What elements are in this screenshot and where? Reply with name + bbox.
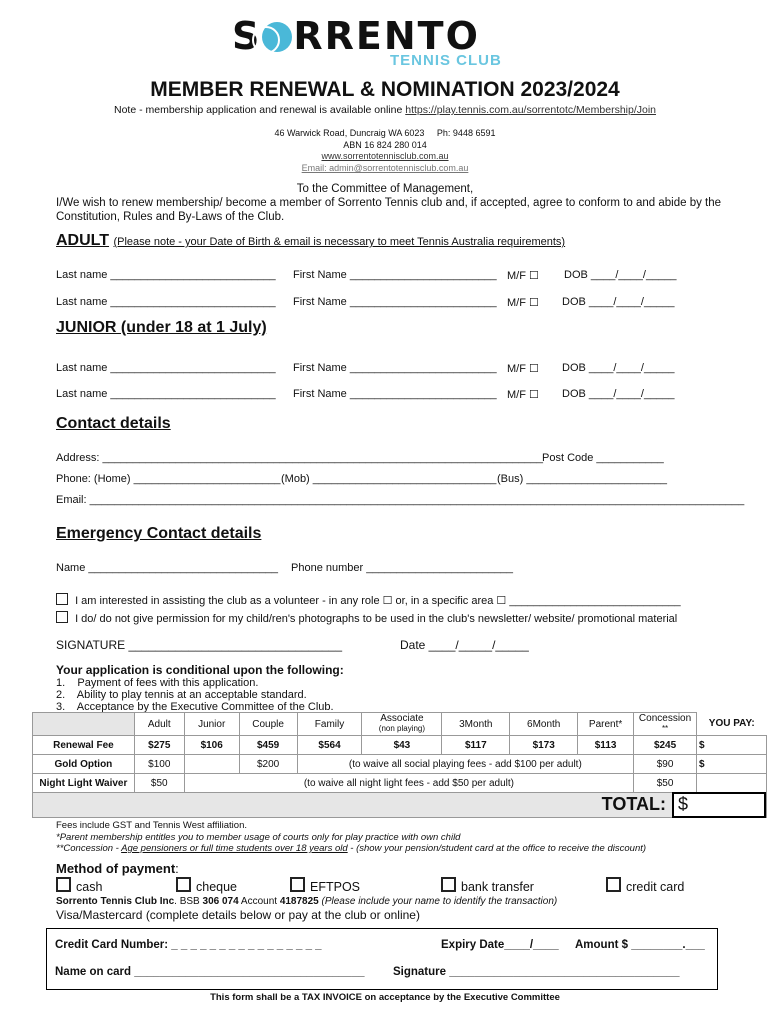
card-signature-field[interactable]: Signature ____________________________________ xyxy=(393,966,680,978)
junior-2-dob[interactable]: DOB ____/____/_____ xyxy=(562,388,675,400)
fee-cell: $50 xyxy=(134,774,184,793)
night-pay-input[interactable] xyxy=(697,774,767,793)
fee-cell: $100 xyxy=(134,755,184,774)
fee-cell: $43 xyxy=(362,736,442,755)
email-link[interactable]: Email: admin@sorrentotennisclub.com.au xyxy=(301,163,469,173)
phone-bus-field[interactable]: (Bus) _______________________ xyxy=(497,473,668,485)
night-light-row xyxy=(33,774,767,793)
tax-invoice-footer: This form shall be a TAX INVOICE on acceptance by the Executive Committee xyxy=(210,992,560,1003)
total-label: TOTAL: xyxy=(601,794,666,814)
adult-2-last-name[interactable]: Last name ___________________________ xyxy=(56,296,276,308)
condition-item: 3. Acceptance by the Executive Committee of the Club. xyxy=(56,701,334,713)
postcode-field[interactable]: Post Code ___________ xyxy=(542,452,664,464)
emergency-name-field[interactable]: Name _______________________________ xyxy=(56,562,279,574)
email-field[interactable]: Email: ___________________________________________________________________________________________________________ xyxy=(56,494,745,506)
fees-col-header: Couple xyxy=(239,713,297,736)
pay-option-eftpos[interactable]: EFTPOS xyxy=(290,877,360,894)
conditions-list xyxy=(56,677,334,713)
row-label: Night Light Waiver xyxy=(33,774,135,793)
credit-card-box xyxy=(46,928,718,990)
adult-1-first-name[interactable]: First Name ________________________ xyxy=(293,269,497,281)
condition-item: 1. Payment of fees with this application. xyxy=(56,677,259,689)
fees-col-header: Family xyxy=(297,713,362,736)
fees-corner xyxy=(33,713,135,736)
fees-col-header: 3Month xyxy=(442,713,510,736)
phone-mob-field[interactable]: (Mob) ______________________________ xyxy=(281,473,497,485)
night-note: (to waive all night light fees - add $50 per adult) xyxy=(184,774,633,793)
bank-transfer-checkbox[interactable] xyxy=(441,877,456,892)
payment-heading: Method of payment: xyxy=(56,861,179,876)
pay-option-cheque[interactable]: cheque xyxy=(176,877,237,894)
row-label: Renewal Fee xyxy=(33,736,135,755)
to-committee: To the Committee of Management, xyxy=(296,183,474,195)
adult-section-heading: ADULT (Please note - your Date of Birth & email is necessary to meet Tennis Australia requirements) xyxy=(56,232,566,249)
signature-field[interactable]: SIGNATURE ________________________________ xyxy=(56,638,343,652)
fees-col-header: Junior xyxy=(184,713,239,736)
fees-header-row xyxy=(33,713,767,736)
amount-field[interactable]: Amount $ ________.___ xyxy=(575,939,705,951)
fee-cell xyxy=(184,755,239,774)
website-link[interactable]: www.sorrentotennisclub.com.au xyxy=(321,151,449,161)
intro-text: I/We wish to renew membership/ become a member of Sorrento Tennis club and, if accepted, agree to conform to and abide by the Constitution, Rules and By-Laws of the Club. xyxy=(56,197,722,223)
renewal-fee-row xyxy=(33,736,767,755)
footnotes: Fees include GST and Tennis West affiliation. *Parent membership entitles you to member usage of courts only for play practice with own child **Concession - Age pensioners or full time students over 18 years old - (show your pension/student card at the office to receive the discount) xyxy=(56,820,647,854)
fee-cell: $275 xyxy=(134,736,184,755)
credit-card-checkbox[interactable] xyxy=(606,877,621,892)
you-pay-header: YOU PAY: xyxy=(708,718,755,730)
gold-option-row xyxy=(33,755,767,774)
fees-col-header: Concession ** xyxy=(634,713,697,736)
fee-cell: $564 xyxy=(297,736,362,755)
tennis-ball-icon xyxy=(262,22,292,52)
junior-1-mf-checkbox[interactable]: M/F ☐ xyxy=(507,363,539,375)
cash-checkbox[interactable] xyxy=(56,877,71,892)
name-on-card-field[interactable]: Name on card ____________________________________ xyxy=(55,966,365,978)
condition-item: 2. Ability to play tennis at an acceptable standard. xyxy=(56,689,307,701)
adult-1-dob[interactable]: DOB ____/____/_____ xyxy=(564,269,677,281)
volunteer-option[interactable]: I am interested in assisting the club as a volunteer - in any role ☐ or, in a specific area ☐ ____________________________ xyxy=(56,593,681,607)
fees-col-header: Adult xyxy=(134,713,184,736)
junior-section-heading: JUNIOR (under 18 at 1 July) xyxy=(56,319,267,336)
adult-2-mf-checkbox[interactable]: M/F ☐ xyxy=(507,297,539,309)
adult-2-dob[interactable]: DOB ____/____/_____ xyxy=(562,296,675,308)
online-note: Note - membership application and renewal is available online https://play.tennis.com.au/sorrentotc/Membership/Join xyxy=(113,104,657,116)
fees-col-header: Associate (non playing) xyxy=(362,713,442,736)
fees-table xyxy=(32,712,767,793)
junior-1-dob[interactable]: DOB ____/____/_____ xyxy=(562,362,675,374)
total-amount-input[interactable]: $ xyxy=(672,792,766,818)
junior-2-first-name[interactable]: First Name ________________________ xyxy=(293,388,497,400)
fee-cell: $173 xyxy=(510,736,578,755)
logo-subtitle: TENNIS CLUB xyxy=(390,52,502,69)
date-field[interactable]: Date ____/_____/_____ xyxy=(400,638,529,652)
eftpos-checkbox[interactable] xyxy=(290,877,305,892)
emergency-section-heading: Emergency Contact details xyxy=(56,525,262,542)
gold-note: (to waive all social playing fees - add $100 per adult) xyxy=(297,755,634,774)
adult-1-mf-checkbox[interactable]: M/F ☐ xyxy=(507,270,539,282)
fee-cell: $90 xyxy=(634,755,697,774)
phone-home-field[interactable]: Phone: (Home) ________________________ xyxy=(56,473,281,485)
row-label: Gold Option xyxy=(33,755,135,774)
adult-2-first-name[interactable]: First Name ________________________ xyxy=(293,296,497,308)
junior-2-last-name[interactable]: Last name ___________________________ xyxy=(56,388,276,400)
fees-col-header: Parent* xyxy=(578,713,634,736)
gold-pay-input[interactable]: $ xyxy=(697,755,767,774)
card-number-field[interactable]: Credit Card Number: _ _ _ _ _ _ _ _ _ _ _ _ _ _ _ _ xyxy=(55,939,322,951)
page-title: MEMBER RENEWAL & NOMINATION 2023/2024 xyxy=(150,78,620,101)
cheque-checkbox[interactable] xyxy=(176,877,191,892)
volunteer-checkbox[interactable] xyxy=(56,593,68,605)
photo-permission-checkbox[interactable] xyxy=(56,611,68,623)
fee-cell: $117 xyxy=(442,736,510,755)
emergency-phone-field[interactable]: Phone number ________________________ xyxy=(291,562,514,574)
logo-wordmark: S RRENTO xyxy=(232,14,480,58)
renewal-pay-input[interactable]: $ xyxy=(697,736,767,755)
photo-permission-option[interactable]: I do/ do not give permission for my child/ren's photographs to be used in the club's newsletter/ website/ promotional material xyxy=(56,611,677,625)
fee-cell: $200 xyxy=(239,755,297,774)
club-abn: ABN 16 824 280 014 xyxy=(343,140,427,150)
junior-1-first-name[interactable]: First Name ________________________ xyxy=(293,362,497,374)
junior-2-mf-checkbox[interactable]: M/F ☐ xyxy=(507,389,539,401)
fee-cell: $106 xyxy=(184,736,239,755)
address-field[interactable]: Address: ________________________________________________________________________ xyxy=(56,452,543,464)
contact-section-heading: Contact details xyxy=(56,415,171,432)
visa-note: Visa/Mastercard (complete details below or pay at the club or online) xyxy=(56,908,420,922)
pay-option-bank-transfer[interactable]: bank transfer xyxy=(441,877,534,894)
adult-1-last-name[interactable]: Last name ___________________________ xyxy=(56,269,276,281)
membership-link[interactable]: https://play.tennis.com.au/sorrentotc/Membership/Join xyxy=(405,104,657,116)
total-row xyxy=(32,792,767,818)
club-logo xyxy=(232,14,542,72)
fee-cell: $50 xyxy=(634,774,697,793)
fee-cell: $245 xyxy=(634,736,697,755)
club-address: 46 Warwick Road, Duncraig WA 6023 Ph: 9448 6591 xyxy=(274,128,496,138)
junior-1-last-name[interactable]: Last name ___________________________ xyxy=(56,362,276,374)
pay-option-cash[interactable]: cash xyxy=(56,877,102,894)
conditions-heading: Your application is conditional upon the following: xyxy=(56,663,344,677)
expiry-field[interactable]: Expiry Date____/____ xyxy=(441,939,559,951)
bank-details: Sorrento Tennis Club Inc. BSB 306 074 Account 4187825 (Please include your name to identify the transaction) xyxy=(56,896,558,907)
fees-col-header: 6Month xyxy=(510,713,578,736)
pay-option-credit-card[interactable]: credit card xyxy=(606,877,684,894)
fee-cell: $459 xyxy=(239,736,297,755)
fee-cell: $113 xyxy=(578,736,634,755)
